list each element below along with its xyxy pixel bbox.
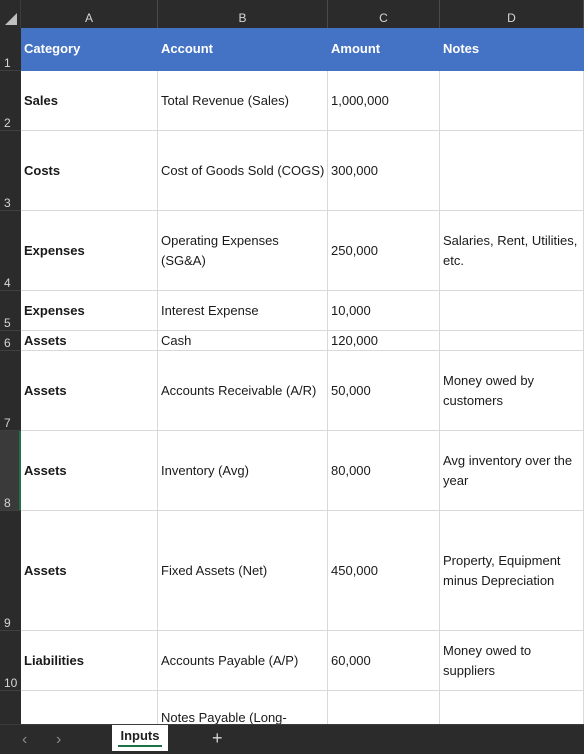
row-header[interactable] <box>0 631 21 691</box>
account-cell[interactable]: Fixed Assets (Net) <box>158 511 328 631</box>
notes-cell[interactable] <box>440 131 584 211</box>
account-cell[interactable]: Notes Payable (Long- <box>158 691 328 724</box>
row-header[interactable] <box>0 511 21 631</box>
row-number: 5 <box>4 316 11 330</box>
category-cell[interactable]: Costs <box>21 131 158 211</box>
select-all-icon <box>5 13 17 25</box>
row-number: 2 <box>4 116 11 130</box>
row-header[interactable] <box>0 71 21 131</box>
category-cell[interactable]: Expenses <box>21 211 158 291</box>
notes-cell[interactable]: Avg inventory over the year <box>440 431 584 511</box>
account-cell[interactable]: Accounts Receivable (A/R) <box>158 351 328 431</box>
notes-cell[interactable] <box>440 71 584 131</box>
row-header[interactable] <box>0 331 21 351</box>
row-number: 3 <box>4 196 11 210</box>
amount-cell[interactable]: 50,000 <box>328 351 440 431</box>
row-header[interactable] <box>0 431 21 511</box>
amount-cell[interactable]: 250,000 <box>328 211 440 291</box>
chevron-left-icon[interactable]: ‹ <box>22 731 28 748</box>
notes-cell[interactable] <box>440 691 584 724</box>
header-cell-account[interactable]: Account <box>158 28 328 71</box>
row-header[interactable] <box>0 291 21 331</box>
account-cell[interactable]: Interest Expense <box>158 291 328 331</box>
notes-cell[interactable]: Salaries, Rent, Utilities, etc. <box>440 211 584 291</box>
row-header[interactable] <box>0 691 21 724</box>
account-cell[interactable]: Inventory (Avg) <box>158 431 328 511</box>
row-header[interactable] <box>0 28 21 71</box>
sheet-tab-inputs[interactable] <box>112 725 168 751</box>
column-header-d[interactable]: D <box>440 0 584 28</box>
sheet-tab-bar <box>0 724 584 754</box>
account-cell[interactable]: Cash <box>158 331 328 351</box>
category-cell[interactable]: Assets <box>21 331 158 351</box>
row-number: 4 <box>4 276 11 290</box>
row-number: 6 <box>4 336 11 350</box>
plus-icon[interactable]: + <box>212 728 223 748</box>
column-header-c[interactable]: C <box>328 0 440 28</box>
row-number: 9 <box>4 616 11 630</box>
category-cell[interactable]: Liabilities <box>21 631 158 691</box>
category-cell[interactable]: Assets <box>21 351 158 431</box>
category-cell[interactable]: Assets <box>21 511 158 631</box>
category-cell[interactable]: Assets <box>21 431 158 511</box>
amount-cell[interactable]: 300,000 <box>328 131 440 211</box>
column-header-row <box>0 0 584 28</box>
column-header-b[interactable]: B <box>158 0 328 28</box>
category-cell[interactable]: Expenses <box>21 291 158 331</box>
amount-cell[interactable]: 120,000 <box>328 331 440 351</box>
amount-cell[interactable]: 450,000 <box>328 511 440 631</box>
amount-cell[interactable] <box>328 691 440 724</box>
category-cell[interactable] <box>21 691 158 724</box>
amount-cell[interactable]: 10,000 <box>328 291 440 331</box>
row-number: 7 <box>4 416 11 430</box>
notes-cell[interactable]: Money owed to suppliers <box>440 631 584 691</box>
row-number: 10 <box>4 676 18 690</box>
row-number: 1 <box>4 56 11 70</box>
header-cell-amount[interactable]: Amount <box>328 28 440 71</box>
notes-cell[interactable]: Money owed by customers <box>440 351 584 431</box>
chevron-right-icon[interactable]: › <box>56 731 62 748</box>
notes-cell[interactable] <box>440 291 584 331</box>
active-tab-indicator <box>118 745 162 747</box>
row-header[interactable] <box>0 131 21 211</box>
notes-cell[interactable]: Property, Equipment minus Depreciation <box>440 511 584 631</box>
amount-cell[interactable]: 1,000,000 <box>328 71 440 131</box>
select-all-button[interactable] <box>0 0 21 28</box>
header-cell-notes[interactable]: Notes <box>440 28 584 71</box>
amount-cell[interactable]: 80,000 <box>328 431 440 511</box>
sheet-tab-label: Inputs <box>120 728 160 743</box>
account-cell[interactable]: Accounts Payable (A/P) <box>158 631 328 691</box>
account-cell[interactable]: Cost of Goods Sold (COGS) <box>158 131 328 211</box>
row-number: 8 <box>4 496 11 510</box>
account-cell[interactable]: Total Revenue (Sales) <box>158 71 328 131</box>
account-cell[interactable]: Operating Expenses (SG&A) <box>158 211 328 291</box>
notes-cell[interactable] <box>440 331 584 351</box>
column-header-a[interactable]: A <box>21 0 158 28</box>
category-cell[interactable]: Sales <box>21 71 158 131</box>
row-header[interactable] <box>0 351 21 431</box>
amount-cell[interactable]: 60,000 <box>328 631 440 691</box>
row-header[interactable] <box>0 211 21 291</box>
header-cell-category[interactable]: Category <box>21 28 158 71</box>
